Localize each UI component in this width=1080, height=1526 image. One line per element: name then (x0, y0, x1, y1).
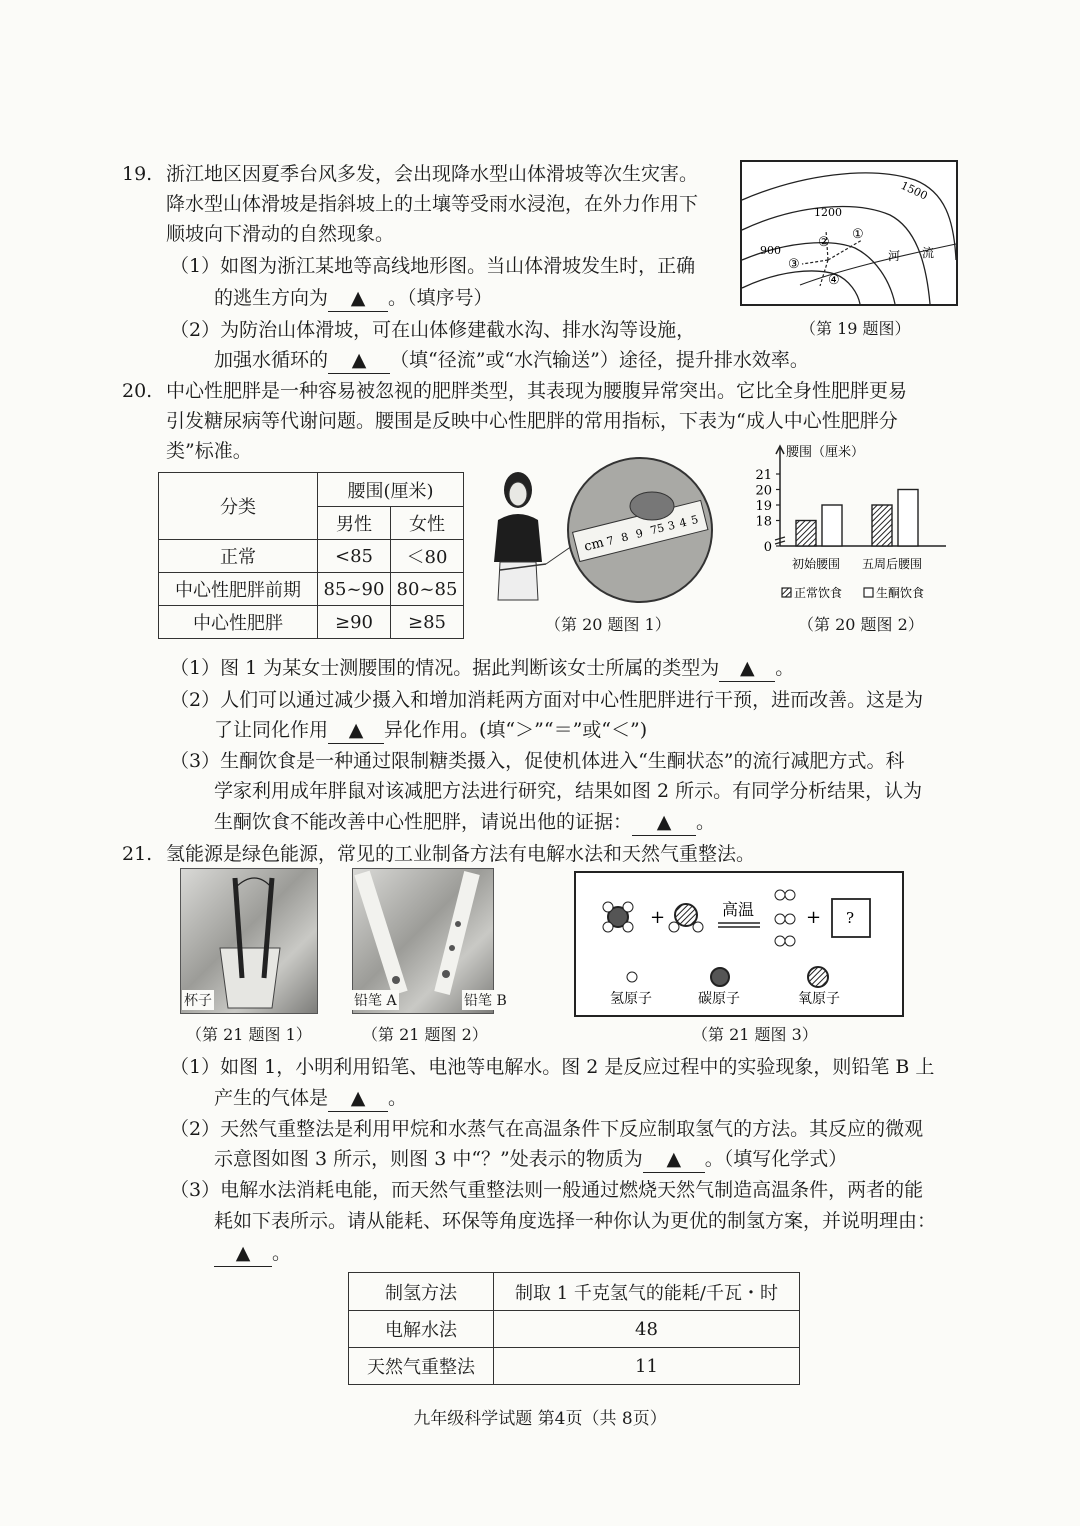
q21-sub1-text-end: 。 (388, 1087, 408, 1109)
waist-measurement-figure (490, 450, 720, 610)
wire-icon (235, 878, 272, 888)
table-cell: 85~90 (318, 573, 391, 606)
hydrogen-energy-table (348, 1272, 800, 1385)
q21-sub2-line-a: （2）天然气重整法是利用甲烷和水蒸气在高温条件下反应制取氢气的方法。其反应的微观 (170, 1118, 924, 1140)
q20-sub1-text-end: 。 (775, 657, 795, 679)
woman-illustration (494, 472, 546, 600)
answer-blank[interactable]: ▲ (643, 1146, 705, 1173)
pencil-b-label: 铅笔 B (462, 990, 509, 1010)
contour-label: 1500 (898, 178, 930, 203)
hydrogen-atom-icon (627, 972, 637, 982)
q20-sub2-text-end: 异化作用。(填“＞”“＝”或“＜”) (384, 719, 648, 741)
plus-sign: + (650, 907, 666, 928)
answer-blank[interactable]: ▲ (328, 1085, 388, 1112)
q20-sub3-line-a: （3）生酮饮食是一种通过限制糖类摄入，促使机体进入“生酮状态”的流行减肥方式。科 (170, 750, 905, 772)
table-cell: ＜80 (391, 540, 464, 573)
table-cell: ≥90 (318, 606, 391, 639)
q19-sub2-text-end: （填“径流”或“水汽输送”）途径，提升排水效率。 (390, 349, 809, 371)
answer-blank[interactable]: ▲ (328, 285, 388, 312)
tape-number: 8 (619, 530, 630, 545)
y-tick-label: 0 (763, 540, 772, 555)
page-footer: 九年级科学试题 第4页（共 8页） (413, 1409, 667, 1429)
tape-number: 75 (648, 521, 666, 538)
table-cell: 48 (494, 1311, 800, 1348)
q21-sub2-text-end: 。（填写化学式） (704, 1148, 848, 1170)
legend-carbon: 碳原子 (698, 991, 740, 1007)
pencil-a-icon (362, 873, 400, 993)
reaction-molecules (574, 871, 904, 1017)
tape-number: 9 (634, 526, 645, 541)
cup-label: 杯子 (182, 990, 214, 1010)
answer-blank[interactable]: ▲ (328, 347, 390, 374)
bar-ketogenic-diet (898, 490, 918, 547)
table-cell: 中心性肥胖 (159, 606, 318, 639)
x-tick-label: 初始腰围 (791, 557, 841, 571)
q21-line-1: 氢能源是绿色能源，常见的工业制备方法有电解水法和天然气重整法。 (166, 843, 756, 865)
q19-sub2-text: 加强水循环的 (214, 349, 329, 371)
q21-sub3-line-b: 耗如下表所示。请从能耗、环保等角度选择一种你认为更优的制氢方案，并说明理由： (214, 1210, 937, 1232)
carbon-atom-icon (711, 968, 729, 986)
plus-sign: + (806, 907, 822, 928)
q20-sub3-text: 生酮饮食不能改善中心性肥胖，请说出他的证据： (214, 811, 633, 833)
answer-blank[interactable]: ▲ (632, 809, 696, 836)
obesity-classification-table (158, 472, 464, 639)
q19-sub1-text-end: 。（填序号） (388, 287, 493, 309)
contour-map (740, 160, 958, 306)
q21-fig2-caption: （第 21 题图 2） (362, 1025, 488, 1044)
y-tick-label: 18 (755, 514, 772, 530)
y-axis-label: 腰围（厘米） (786, 445, 865, 460)
x-tick-label: 五周后腰围 (861, 557, 923, 571)
table-header: 腰围(厘米) (318, 473, 464, 507)
q20-line-2: 引发糖尿病等代谢问题。腰围是反映中心性肥胖的常用指标，下表为“成人中心性肥胖分 (166, 410, 898, 432)
q21-fig1-caption: （第 21 题图 1） (186, 1025, 312, 1044)
q19-line-2: 降水型山体滑坡是指斜坡上的土壤等受雨水浸泡，在外力作用下 (166, 193, 699, 215)
q19-sub1-line-a: （1）如图为浙江某地等高线地形图。当山体滑坡发生时，正确 (170, 255, 696, 277)
q21-number: 21. (122, 843, 153, 865)
legend-swatch (864, 588, 873, 597)
bubble-icon (455, 921, 461, 927)
q19-sub2-line-b (214, 343, 809, 377)
q19-line-3: 顺坡向下滑动的自然现象。 (166, 223, 395, 245)
marker-1: ① (852, 227, 864, 242)
q21-sub2-line-b (214, 1142, 847, 1176)
answer-blank[interactable]: ▲ (719, 655, 775, 682)
legend-label: 正常饮食 (794, 586, 843, 600)
q20-sub2-text: 了让同化作用 (214, 719, 329, 741)
tape-number: 5 (689, 512, 700, 528)
tape-number: 3 (666, 518, 677, 533)
q19-sub1-text: 的逃生方向为 (214, 287, 329, 309)
q20-sub3-line-b: 学家利用成年胖鼠对该减肥方法进行研究，结果如图 2 所示。有同学分析结果，认为 (214, 780, 923, 802)
q19-sub2-line-a: （2）为防治山体滑坡，可在山体修建截水沟、排水沟等设施， (170, 319, 696, 341)
reaction-condition: 高温 (722, 900, 755, 919)
table-cell: ≥85 (391, 606, 464, 639)
marker-3: ③ (788, 257, 800, 272)
cup-icon (220, 948, 280, 1008)
y-tick-label: 20 (755, 483, 772, 499)
pencil-a-label: 铅笔 A (352, 990, 399, 1010)
table-cell: 正常 (159, 540, 318, 573)
q20-sub1-line (170, 651, 794, 685)
q21-sub3-text-end: 。 (272, 1242, 292, 1264)
contour-label: 1200 (814, 206, 842, 219)
q20-sub3-text-end: 。 (696, 811, 716, 833)
q20-number: 20. (122, 380, 153, 402)
marker-2: ② (818, 235, 830, 250)
table-cell: 电解水法 (349, 1311, 494, 1348)
table-cell: 中心性肥胖前期 (159, 573, 318, 606)
legend-swatch (782, 588, 791, 597)
table-cell: <85 (318, 540, 391, 573)
q20-sub2-line-a: （2）人们可以通过减少摄入和增加消耗两方面对中心性肥胖进行干预，进而改善。这是为 (170, 689, 924, 711)
table-header: 男性 (318, 507, 391, 540)
answer-blank[interactable]: ▲ (328, 717, 384, 744)
river-label: 河 (888, 249, 901, 263)
q21-fig3-caption: （第 21 题图 3） (692, 1025, 818, 1044)
q21-sub1-line-a: （1）如图 1，小明利用铅笔、电池等电解水。图 2 是反应过程中的实验现象，则铅笔 B 上 (170, 1056, 935, 1078)
table-header: 制氢方法 (349, 1273, 494, 1311)
finger-shape (630, 492, 674, 520)
table-cell: 80~85 (391, 573, 464, 606)
unknown-mark: ? (846, 909, 855, 927)
q20-line-1: 中心性肥胖是一种容易被忽视的肥胖类型，其表现为腰腹异常突出。它比全身性肥胖更易 (166, 380, 908, 402)
waist-bar-chart (738, 440, 960, 610)
y-tick-label: 19 (755, 499, 772, 514)
bubble-icon (442, 970, 450, 978)
bar-ketogenic-diet (822, 505, 842, 546)
hydrogen-molecules-icon (775, 890, 795, 946)
q20-fig1-caption: （第 20 题图 1） (545, 615, 671, 634)
bubble-icon (449, 945, 455, 951)
q21-sub3-line-c (214, 1236, 291, 1270)
bar-normal-diet (796, 521, 816, 547)
tape-number: 4 (678, 515, 689, 531)
q19-figure-caption: （第 19 题图） (800, 319, 911, 338)
oxygen-atom-icon (808, 967, 828, 987)
table-header: 女性 (391, 507, 464, 540)
marker-4: ④ (828, 273, 840, 288)
q20-line-3: 类”标准。 (166, 440, 252, 462)
contour-label: 900 (760, 244, 781, 257)
q21-sub1-text: 产生的气体是 (214, 1087, 329, 1109)
legend-hydrogen: 氢原子 (610, 991, 652, 1007)
q20-sub1-text: （1）图 1 为某女士测腰围的情况。据此判断该女士所属的类型为 (170, 657, 720, 679)
bubble-icon (392, 976, 400, 984)
tape-number: 7 (605, 533, 616, 549)
table-header: 分类 (159, 473, 318, 540)
q21-sub2-text: 示意图如图 3 所示，则图 3 中“？”处表示的物质为 (214, 1148, 643, 1170)
q21-sub1-line-b (214, 1081, 407, 1115)
q19-number: 19. (122, 163, 153, 185)
bar-normal-diet (872, 505, 892, 546)
q21-sub3-line-a: （3）电解水法消耗电能，而天然气重整法则一般通过燃烧天然气制造高温条件，两者的能 (170, 1179, 924, 1201)
water-molecule-icon (669, 904, 703, 932)
q19-line-1: 浙江地区因夏季台风多发，会出现降水型山体滑坡等次生灾害。 (166, 163, 699, 185)
table-cell: 天然气重整法 (349, 1348, 494, 1385)
methane-molecule-icon (603, 902, 633, 932)
legend-label: 生酮饮食 (876, 586, 925, 600)
y-tick-label: 21 (755, 468, 772, 483)
q20-fig2-caption: （第 20 题图 2） (798, 615, 924, 634)
table-cell: 11 (494, 1348, 800, 1385)
legend-oxygen: 氧原子 (798, 991, 840, 1007)
table-header: 制取 1 千克氢气的能耗/千瓦・时 (494, 1273, 800, 1311)
q20-sub3-line-c (214, 805, 715, 839)
q20-sub2-line-b (214, 713, 647, 747)
q19-sub1-line-b (214, 281, 493, 315)
river-label: 流 (922, 246, 935, 260)
tape-label: cm (582, 535, 606, 555)
answer-blank[interactable]: ▲ (214, 1240, 272, 1267)
